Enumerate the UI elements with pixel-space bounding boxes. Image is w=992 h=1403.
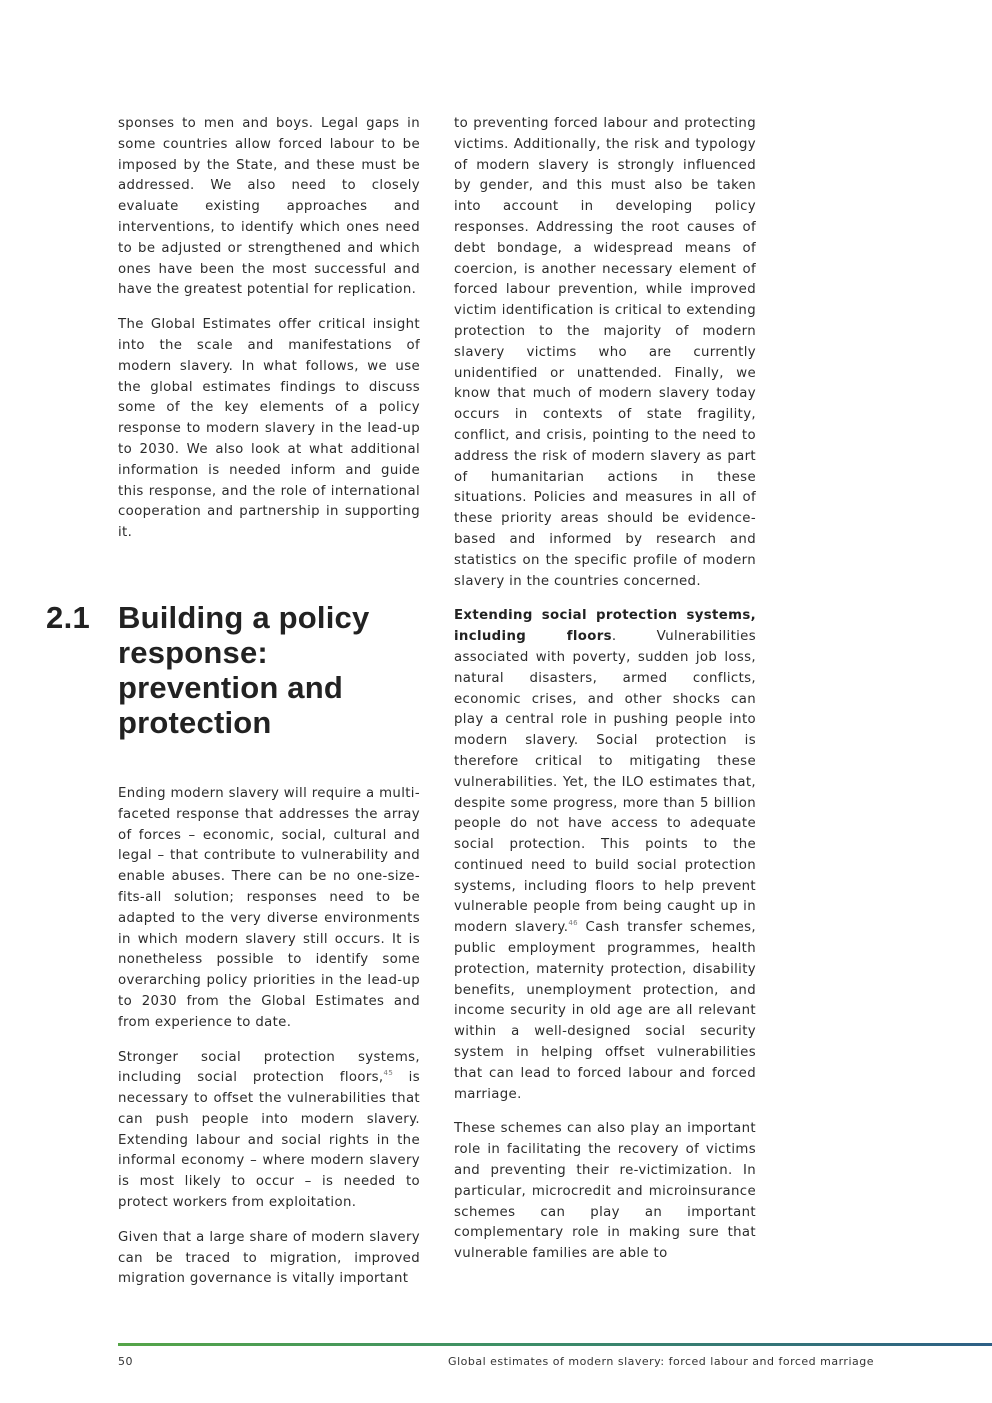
paragraph-text: Cash transfer schemes, public employment programmes, health protection, maternity protection, disability benefits, unemployment protection, and income security in old age are all relevant within a well-designed social security system in helping offset vulnerabilities that can lead to forced labour and forced marriage. <box>454 920 756 1102</box>
body-paragraph: The Global Estimates offer critical insight into the scale and manifestations of modern slavery. In what follows, we use the global estimates findings to discuss some of the key elements of a policy response to modern slavery in the lead-up to 2030. We also look at what additional information is needed inform and guide this response, and the role of international cooperation and partnership in supporting it. <box>118 317 420 541</box>
footnote-ref-46[interactable]: 46 <box>568 919 578 928</box>
paragraph-text: . Vulnerabilities associated with poverty, sudden job loss, natural disasters, armed conflicts, economic crises, and other shocks can play a central role in pushing people into modern slavery. Social protection is therefore critical to mitigating these vulnerabilities. Yet, the ILO estimates that, despite some progress, more than 5 billion people do not have access to adequate social protection. This points to the continued need to build social protection systems, including floors to help prevent vulnerable people from being caught up in modern slavery. <box>454 629 756 936</box>
body-paragraph: These schemes can also play an important role in facilitating the recovery of victims and preventing their re-victimization. In particular, microcredit and microinsurance schemes can play an important complementary role in making sure that vulnerable families are able to <box>454 1121 756 1262</box>
body-paragraph: Given that a large share of modern slavery can be traced to migration, improved migration governance is vitally important <box>118 1229 420 1287</box>
paragraph-text: is necessary to offset the vulnerabilities that can push people into modern slavery. Extending labour and social rights in the informal economy – where modern slavery is most likely to occur – is needed to protect workers from exploitation. <box>118 1070 420 1211</box>
section-heading <box>46 599 420 740</box>
page-number: 50 <box>118 1355 133 1368</box>
right-column <box>454 114 756 1279</box>
body-paragraph <box>454 606 756 1105</box>
footer-title: Global estimates of modern slavery: forced labour and forced marriage <box>448 1355 874 1368</box>
body-paragraph: sponses to men and boys. Legal gaps in some countries allow forced labour to be imposed by the State, and these must be addressed. We also need to closely evaluate existing approaches and interventions, to identify which ones need to be adjusted or strengthened and which ones have been the most successful and have the greatest potential for replication. <box>118 116 420 298</box>
paragraph-lead-in: Extending social protection systems, including floors <box>454 608 756 645</box>
body-paragraph: to preventing forced labour and protecting victims. Additionally, the risk and typology of modern slavery is strongly influenced by gender, and this must also be taken into account in developing policy responses. Addressing the root causes of debt bondage, a widespread means of coercion, is another necessary element of forced labour prevention, while improved victim identification is critical to extending protection to the majority of modern slavery victims who are currently unidentified or unattended. Finally, we know that much of modern slavery today occurs in contexts of state fragility, conflict, and crisis, pointing to the need to address the risk of modern slavery as part of humanitarian actions in these situations. Policies and measures in all of these priority areas should be evidence-based and informed by research and statistics on the specific profile of modern slavery in the countries concerned. <box>454 116 756 589</box>
footnote-ref-45[interactable]: 45 <box>383 1069 394 1078</box>
left-column <box>46 114 420 1304</box>
section-number: 2.1 <box>46 599 91 635</box>
body-paragraph <box>118 1048 420 1214</box>
footer-rule <box>118 1343 992 1346</box>
section-title: Building a policy response: prevention and protection <box>118 599 370 740</box>
body-paragraph: Ending modern slavery will require a multi-faceted response that addresses the array of forces – economic, social, cultural and legal – that contribute to vulnerability and enable abuses. There can be no one-size-fits-all solution; responses need to be adapted to the very diverse environments in which modern slavery still occurs. It is nonetheless possible to identify some overarching policy priorities in the lead-up to 2030 from the Global Estimates and from experience to date. <box>118 785 420 1030</box>
paragraph-text: Stronger social protection systems, including social protection floors, <box>118 1049 420 1086</box>
